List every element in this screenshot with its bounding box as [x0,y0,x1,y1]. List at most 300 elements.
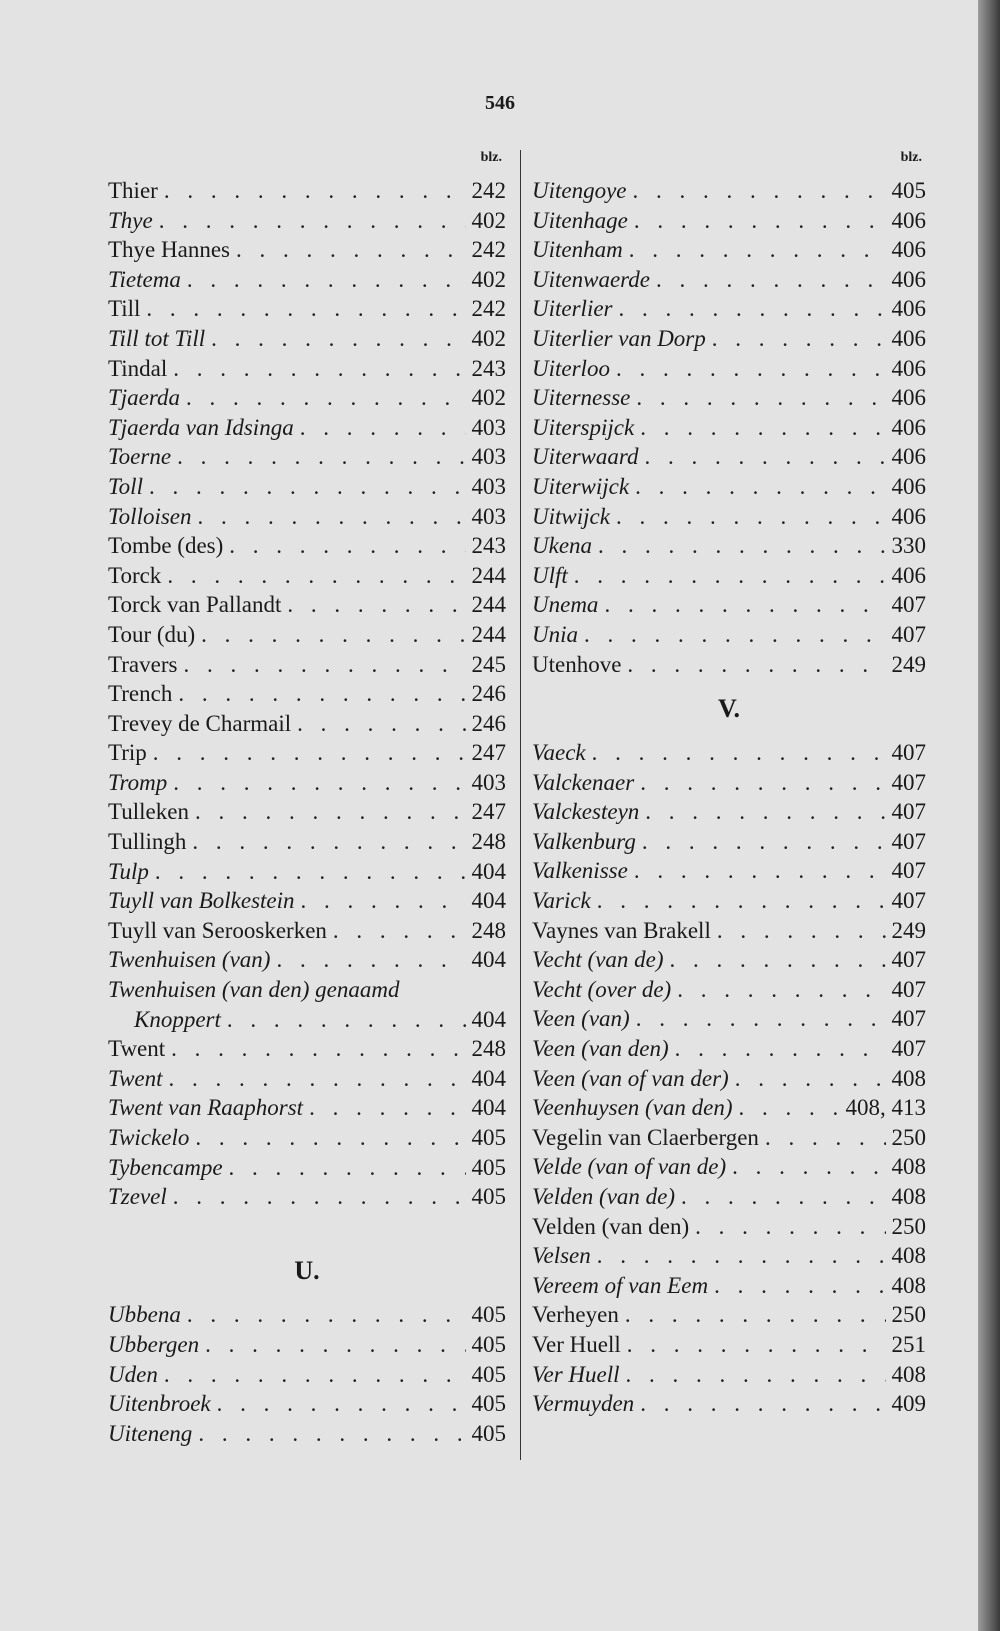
right-column [532,148,926,1419]
entry-page-number: 408 [891,1243,926,1269]
leader-dots [574,561,886,591]
entry-name: Uiterlier [532,296,613,322]
index-entry [108,1005,506,1035]
leader-dots [192,827,465,857]
leader-dots [636,383,885,413]
entry-page-number: 405 [471,1125,506,1150]
entry-name: Vegelin van Claerbergen [532,1124,759,1150]
leader-dots [634,856,886,886]
column-divider [520,150,521,1460]
index-entry [532,176,926,206]
entry-name: Tybencampe [108,1154,223,1180]
index-entry [108,916,506,946]
leader-dots [592,738,886,768]
entry-page-number: 406 [891,325,926,351]
entry-page-number: 408 [891,1361,926,1387]
index-entry [108,738,506,768]
entry-name: Trench [108,681,173,707]
leader-dots [333,916,466,946]
leader-dots [670,945,886,975]
leader-dots [177,442,465,472]
entry-name: Twent [108,1036,166,1062]
index-entry [532,768,926,798]
index-entry [532,383,926,413]
entry-name: Torck [108,562,162,588]
index-entry [532,797,926,827]
leader-dots [169,1064,466,1094]
entry-name: Uiterlier van Dorp [532,325,706,351]
entry-page-number: 251 [891,1331,926,1357]
leader-dots [201,620,465,650]
entry-page-number: 246 [471,710,506,736]
index-entry [108,235,506,265]
entry-name: Unia [532,621,578,647]
entry-page-number: 248 [471,917,506,943]
leader-dots [677,975,885,1005]
page-number: 546 [485,92,515,114]
leader-dots [229,1153,466,1183]
leader-dots [640,1389,885,1419]
entry-page-number: 405 [471,1361,506,1387]
index-entry [108,324,506,354]
entry-name: Vereem of van Eem [532,1272,709,1298]
index-entry [532,975,926,1005]
leader-dots [629,235,886,265]
entry-name: Twent van Raaphorst [108,1095,304,1121]
entry-name: Veen (van) [532,1006,630,1032]
entry-page-number: 404 [471,858,506,884]
left-column [108,148,506,1448]
entry-page-number: 406 [891,444,926,470]
leader-dots [642,827,886,857]
leader-dots [627,1330,886,1360]
leader-dots [636,1004,886,1034]
entry-page-number: 404 [471,1006,506,1032]
index-entry [532,265,926,295]
entry-page-number: 407 [891,592,926,618]
entry-name: Tullingh [108,829,187,855]
leader-dots [732,1152,885,1182]
entry-name: Twent [108,1065,163,1091]
entry-page-number: 402 [471,325,506,351]
entry-name: Toll [108,473,143,499]
entry-page-number: 406 [891,385,926,411]
leader-dots [187,1300,466,1330]
index-entry [108,679,506,709]
index-entry [532,1182,926,1212]
index-list-u [108,1300,506,1448]
index-entry [532,1034,926,1064]
index-entry [532,916,926,946]
entry-name: Ubbena [108,1302,181,1328]
entry-name: Velden (van de) [532,1184,676,1209]
entry-name: Vaeck [532,740,586,766]
entry-page-number: 246 [471,681,506,707]
entry-name: Ubbergen [108,1331,200,1357]
index-entry [108,561,506,591]
entry-name: Tjaerda van Idsinga [108,414,294,440]
entry-page-number: 407 [891,769,926,795]
entry-page-number: 407 [891,828,926,854]
index-entry [108,442,506,472]
index-entry [532,442,926,472]
index-entry [108,590,506,620]
leader-dots [640,413,885,443]
leader-dots [714,1271,885,1301]
leader-dots [635,472,885,502]
leader-dots [186,383,466,413]
entry-page-number: 243 [471,355,506,381]
leader-dots [634,206,886,236]
index-entry [108,531,506,561]
index-entry [532,1064,926,1094]
entry-page-number: 405 [471,1302,506,1328]
entry-page-number: 405 [471,1391,506,1417]
leader-dots [183,650,465,680]
entry-name: Tindal [108,355,168,381]
entry-page-number: 407 [891,888,926,914]
entry-page-number: 403 [471,503,506,529]
leader-dots [153,738,466,768]
leader-dots [159,206,466,236]
entry-page-number: 402 [471,385,506,411]
index-entry [108,975,506,1005]
leader-dots [597,886,886,916]
leader-dots [645,442,886,472]
leader-dots [173,768,465,798]
section-heading-u: U. [294,1256,320,1286]
blz-header: blz. [900,150,922,165]
index-entry [532,856,926,886]
entry-name: Vecht (van de) [532,947,664,973]
entry-page-number: 250 [891,1213,926,1239]
index-entry [532,620,926,650]
index-entry [532,827,926,857]
index-entry [108,265,506,295]
entry-page-number: 408 [891,1184,926,1209]
entry-name: Trevey de Charmail [108,710,292,736]
entry-page-number: 406 [891,207,926,233]
index-entry [532,650,926,680]
index-entry [532,502,926,532]
index-entry [108,620,506,650]
entry-page-number: 247 [471,740,506,766]
leader-dots [626,1360,886,1390]
blz-header: blz. [480,150,502,165]
leader-dots [675,1034,886,1064]
leader-dots [301,886,466,916]
index-entry [108,650,506,680]
index-entry [108,1123,506,1153]
index-entry [532,413,926,443]
entry-page-number: 404 [471,888,506,914]
entry-page-number: 406 [891,414,926,440]
index-entry [108,354,506,384]
entry-name: Tulleken [108,799,189,825]
index-list-v [532,738,926,1419]
entry-page-number: 403 [471,769,506,795]
leader-dots [297,709,465,739]
entry-name: Toerne [108,444,172,470]
entry-name: Veenhuysen (van den) [532,1095,733,1121]
entry-page-number: 407 [891,976,926,1002]
entry-page-number: 406 [891,237,926,263]
entry-name: Uiterwijck [532,473,630,499]
index-entry [532,354,926,384]
entry-page-number: 249 [891,917,926,943]
index-entry [108,1330,506,1360]
leader-dots [604,590,885,620]
index-entry [108,176,506,206]
entry-page-number: 245 [471,651,506,677]
entry-page-number: 408 [891,1065,926,1091]
index-entry [108,1389,506,1419]
entry-page-number: 243 [471,533,506,559]
leader-dots [149,472,466,502]
leader-dots [625,1300,886,1330]
entry-name: Tuyll van Bolkestein [108,888,295,914]
entry-page-number: 402 [471,207,506,233]
leader-dots [633,176,886,206]
entry-name: Unema [532,592,599,618]
entry-name: Tour (du) [108,621,196,647]
index-entry [108,413,506,443]
leader-dots [735,1064,886,1094]
entry-page-number: 405 [891,178,926,203]
index-entry [532,1093,926,1123]
leader-dots [195,1123,465,1153]
index-entry [108,797,506,827]
leader-dots [712,324,886,354]
leader-dots [155,857,466,887]
index-entry [108,383,506,413]
entry-page-number: 406 [891,355,926,381]
entry-name: Tombe (des) [108,533,224,559]
entry-name: Veen (van den) [532,1036,669,1062]
leader-dots [645,797,885,827]
leader-dots [681,1182,885,1212]
entry-page-number: 406 [891,296,926,322]
entry-name: Tolloisen [108,503,192,529]
index-entry [532,294,926,324]
index-list-u-continued [532,176,926,679]
index-entry [532,561,926,591]
entry-name: Twenhuisen (van) [108,947,271,973]
leader-dots [597,1241,886,1271]
entry-name: Uden [108,1361,158,1387]
entry-page-number: 250 [891,1302,926,1328]
leader-dots [739,1093,840,1123]
entry-name: Verheyen [532,1302,619,1328]
index-entry [532,324,926,354]
index-entry [108,768,506,798]
entry-name: Tjaerda [108,385,180,411]
entry-name: Knoppert [134,1006,221,1032]
entry-page-number: 242 [471,178,506,203]
leader-dots [276,945,465,975]
leader-dots [173,354,465,384]
entry-name: Trip [108,740,147,766]
entry-page-number: 247 [471,799,506,825]
entry-page-number: 404 [471,1095,506,1121]
entry-name: Uiterspijck [532,414,635,440]
index-entry [532,945,926,975]
entry-page-number: 403 [471,473,506,499]
leader-dots [309,1093,465,1123]
leader-dots [656,265,886,295]
leader-dots [198,502,466,532]
entry-name: Twickelo [108,1125,190,1150]
index-entry [532,235,926,265]
entry-name: Velsen [532,1243,591,1269]
entry-page-number: 249 [891,651,926,677]
entry-page-number: 404 [471,1065,506,1091]
index-entry [108,502,506,532]
leader-dots [236,235,466,265]
entry-name: Uitenham [532,237,623,263]
entry-name: Tzevel [108,1184,167,1210]
entry-name: Thye Hannes [108,237,230,263]
entry-name: Twenhuisen (van den) genaamd [108,977,400,1003]
entry-page-number: 405 [471,1331,506,1357]
entry-page-number: 248 [471,1036,506,1062]
leader-dots [227,1005,466,1035]
index-entry [108,1093,506,1123]
index-entry [532,1360,926,1390]
entry-name: Tietema [108,266,181,292]
leader-dots [619,294,886,324]
entry-name: Uiteneng [108,1420,193,1446]
leader-dots [164,1360,466,1390]
entry-page-number: 408, 413 [845,1095,926,1121]
entry-page-number: 407 [891,947,926,973]
section-heading-v: V. [718,694,740,724]
index-list-t [108,176,506,1212]
index-entry [108,1182,506,1212]
index-entry [108,886,506,916]
index-entry [532,1004,926,1034]
index-entry [108,1034,506,1064]
entry-name: Till [108,296,141,322]
index-entry [532,1152,926,1182]
index-entry [108,1064,506,1094]
entry-name: Tulp [108,858,149,884]
entry-page-number: 242 [471,237,506,263]
index-entry [532,1389,926,1419]
entry-name: Uitenbroek [108,1391,211,1417]
entry-page-number: 407 [891,858,926,884]
entry-name: Tromp [108,769,168,795]
entry-name: Utenhove [532,651,622,677]
entry-name: Uitengoye [532,178,627,203]
entry-page-number: 408 [891,1272,926,1298]
index-entry [532,1123,926,1153]
entry-name: Vermuyden [532,1391,635,1417]
entry-name: Uitenhage [532,207,628,233]
entry-name: Ukena [532,533,593,559]
entry-name: Thier [108,178,158,203]
entry-name: Velden (van den) [532,1213,690,1239]
entry-name: Veen (van of van der) [532,1065,729,1091]
index-entry [532,590,926,620]
index-entry [532,472,926,502]
entry-page-number: 248 [471,829,506,855]
leader-dots [178,679,465,709]
entry-name: Vaynes van Brakell [532,917,711,943]
leader-dots [164,176,466,206]
entry-page-number: 407 [891,1036,926,1062]
index-entry [532,1330,926,1360]
leader-dots [765,1123,886,1153]
entry-name: Uiterloo [532,355,610,381]
index-entry [108,472,506,502]
entry-name: Velde (van of van de) [532,1154,727,1180]
leader-dots [616,502,886,532]
index-entry [108,827,506,857]
entry-page-number: 244 [471,621,506,647]
index-entry [532,1271,926,1301]
index-entry [532,1300,926,1330]
entry-page-number: 403 [471,444,506,470]
index-entry [532,886,926,916]
entry-page-number: 406 [891,473,926,499]
entry-page-number: 406 [891,266,926,292]
entry-page-number: 407 [891,1006,926,1032]
index-entry [108,945,506,975]
entry-page-number: 406 [891,562,926,588]
book-spine-shadow [978,0,1000,1631]
entry-name: Uitenwaerde [532,266,650,292]
index-entry [532,1212,926,1242]
entry-name: Torck van Pallandt [108,592,282,618]
entry-name: Ulft [532,562,568,588]
entry-name: Vecht (over de) [532,976,672,1002]
leader-dots [195,797,466,827]
entry-name: Uiterwaard [532,444,639,470]
index-entry [108,1153,506,1183]
entry-name: Valckenaer [532,769,635,795]
entry-name: Valkenisse [532,858,628,884]
entry-name: Uiternesse [532,385,631,411]
entry-page-number: 409 [891,1391,926,1417]
entry-name: Tuyll van Serooskerken [108,917,327,943]
entry-page-number: 244 [471,592,506,618]
index-entry [108,206,506,236]
index-entry [108,1419,506,1449]
leader-dots [205,1330,465,1360]
entry-page-number: 407 [891,740,926,766]
leader-dots [167,561,465,591]
entry-page-number: 407 [891,621,926,647]
entry-name: Valkenburg [532,828,636,854]
entry-page-number: 403 [471,414,506,440]
entry-name: Ver Huell [532,1331,621,1357]
index-entry [108,1360,506,1390]
entry-page-number: 405 [471,1154,506,1180]
leader-dots [287,590,465,620]
entry-page-number: 244 [471,562,506,588]
entry-page-number: 404 [471,947,506,973]
leader-dots [217,1389,466,1419]
entry-page-number: 405 [471,1420,506,1446]
leader-dots [211,324,465,354]
spacer [108,1212,506,1242]
index-entry [108,1300,506,1330]
index-entry [532,738,926,768]
leader-dots [187,265,466,295]
entry-page-number: 408 [891,1154,926,1180]
index-entry [108,294,506,324]
